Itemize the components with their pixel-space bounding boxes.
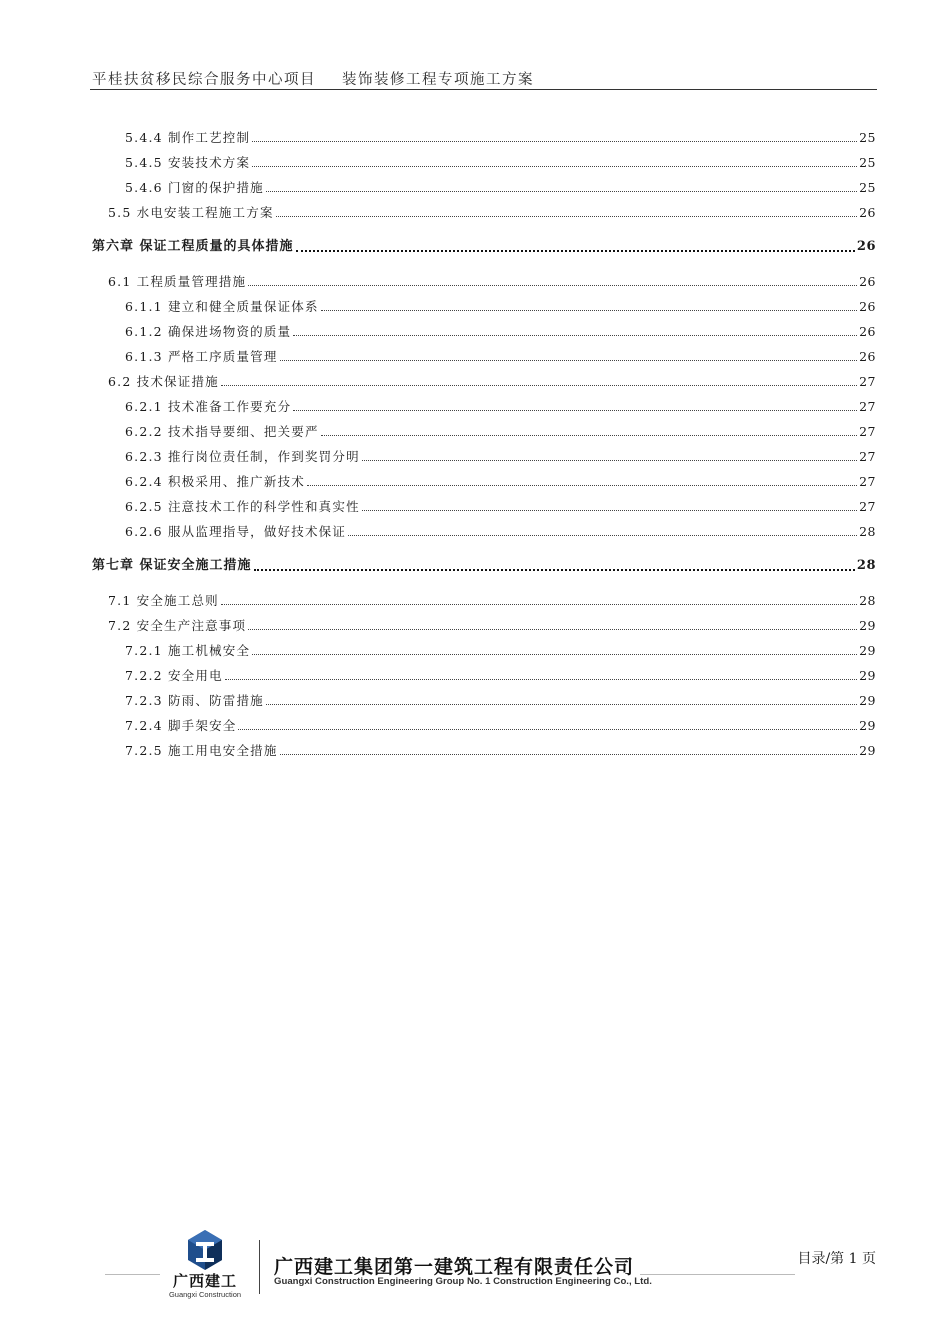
toc-entry[interactable] bbox=[125, 298, 876, 316]
toc-entry-page: 26 bbox=[859, 205, 876, 220]
toc-entry[interactable] bbox=[125, 323, 876, 341]
toc-entry-page: 27 bbox=[859, 424, 876, 439]
toc-entry[interactable] bbox=[125, 642, 876, 660]
toc-leader-dots bbox=[280, 742, 858, 755]
toc-entry[interactable] bbox=[125, 742, 876, 760]
toc-entry[interactable] bbox=[125, 667, 876, 685]
toc-leader-dots bbox=[321, 423, 857, 436]
toc-entry-page: 27 bbox=[859, 374, 876, 389]
toc-entry-label: 6.2.6 服从监理指导，做好技术保证 bbox=[125, 524, 347, 539]
toc-leader-dots bbox=[362, 448, 857, 461]
toc-entry[interactable] bbox=[125, 448, 876, 466]
toc-chapter-entry[interactable] bbox=[92, 238, 876, 256]
toc-entry-page: 29 bbox=[859, 668, 876, 683]
toc-leader-dots bbox=[252, 154, 857, 167]
toc-entry-page: 25 bbox=[859, 180, 876, 195]
toc-entry-label: 第七章 保证安全施工措施 bbox=[92, 558, 252, 573]
header-document-title: 装饰装修工程专项施工方案 bbox=[342, 72, 534, 88]
toc-entry-label: 7.2.5 施工用电安全措施 bbox=[125, 743, 278, 758]
toc-entry-page: 26 bbox=[859, 274, 876, 289]
footer-divider-right bbox=[640, 1274, 795, 1275]
toc-entry-label: 第六章 保证工程质量的具体措施 bbox=[92, 239, 294, 254]
toc-leader-dots bbox=[276, 204, 857, 217]
toc-leader-dots bbox=[254, 557, 855, 571]
toc-entry[interactable] bbox=[125, 692, 876, 710]
toc-entry[interactable] bbox=[108, 204, 876, 222]
toc-leader-dots bbox=[221, 592, 857, 605]
toc-entry-page: 29 bbox=[859, 618, 876, 633]
toc-entry-page: 28 bbox=[856, 558, 876, 573]
toc-entry[interactable] bbox=[125, 179, 876, 197]
toc-entry[interactable] bbox=[125, 423, 876, 441]
toc-entry-label: 6.2.5 注意技术工作的科学性和真实性 bbox=[125, 499, 360, 514]
toc-entry-label: 6.2.3 推行岗位责任制，作到奖罚分明 bbox=[125, 449, 360, 464]
toc-entry-label: 6.1.2 确保进场物资的质量 bbox=[125, 324, 292, 339]
footer-vertical-divider bbox=[259, 1240, 260, 1294]
toc-leader-dots bbox=[266, 692, 857, 705]
toc-entry-page: 28 bbox=[859, 524, 876, 539]
page-number: 目录/第 1 页 bbox=[797, 1251, 876, 1267]
footer-divider-left bbox=[105, 1274, 160, 1275]
toc-entry-label: 5.5 水电安装工程施工方案 bbox=[108, 205, 274, 220]
toc-entry-page: 27 bbox=[859, 449, 876, 464]
toc-leader-dots bbox=[248, 273, 857, 286]
company-name-chinese: 广西建工集团第一建筑工程有限责任公司 bbox=[274, 1256, 635, 1278]
toc-leader-dots bbox=[252, 642, 857, 655]
toc-leader-dots bbox=[248, 617, 857, 630]
toc-entry-label: 6.1.3 严格工序质量管理 bbox=[125, 349, 278, 364]
toc-entry-page: 26 bbox=[859, 349, 876, 364]
toc-entry[interactable] bbox=[125, 498, 876, 516]
toc-entry-page: 27 bbox=[859, 499, 876, 514]
toc-entry-label: 7.2.1 施工机械安全 bbox=[125, 643, 251, 658]
company-name-english: Guangxi Construction Engineering Group No. 1 Construction Engineering Co., Ltd. bbox=[274, 1276, 652, 1287]
toc-entry-page: 26 bbox=[856, 239, 876, 254]
toc-entry-label: 6.2 技术保证措施 bbox=[108, 374, 219, 389]
toc-leader-dots bbox=[225, 667, 857, 680]
toc-entry-label: 6.2.4 积极采用、推广新技术 bbox=[125, 474, 305, 489]
toc-leader-dots bbox=[252, 129, 857, 142]
toc-entry-page: 26 bbox=[859, 299, 876, 314]
toc-leader-dots bbox=[221, 373, 857, 386]
toc-entry[interactable] bbox=[108, 592, 876, 610]
toc-entry[interactable] bbox=[108, 617, 876, 635]
toc-entry[interactable] bbox=[108, 273, 876, 291]
toc-entry[interactable] bbox=[125, 129, 876, 147]
toc-entry-label: 6.2.2 技术指导要细、把关要严 bbox=[125, 424, 319, 439]
toc-leader-dots bbox=[362, 498, 857, 511]
toc-entry-page: 29 bbox=[859, 718, 876, 733]
toc-entry-page: 26 bbox=[859, 324, 876, 339]
toc-entry-page: 29 bbox=[859, 643, 876, 658]
toc-entry-page: 27 bbox=[859, 474, 876, 489]
toc-leader-dots bbox=[293, 323, 857, 336]
toc-entry-label: 6.1.1 建立和健全质量保证体系 bbox=[125, 299, 319, 314]
header-project-title: 平桂扶贫移民综合服务中心项目 bbox=[92, 72, 316, 88]
toc-entry-label: 7.2 安全生产注意事项 bbox=[108, 618, 247, 633]
logo-brand-subtext: Guangxi Construction bbox=[168, 1290, 242, 1299]
toc-entry[interactable] bbox=[125, 717, 876, 735]
toc-entry-label: 7.2.3 防雨、防雷措施 bbox=[125, 693, 264, 708]
toc-leader-dots bbox=[307, 473, 857, 486]
toc-leader-dots bbox=[280, 348, 858, 361]
toc-entry-label: 7.2.4 脚手架安全 bbox=[125, 718, 237, 733]
toc-entry-label: 6.1 工程质量管理措施 bbox=[108, 274, 247, 289]
toc-leader-dots bbox=[296, 238, 855, 252]
toc-entry[interactable] bbox=[125, 398, 876, 416]
toc-leader-dots bbox=[348, 523, 857, 536]
toc-entry-page: 28 bbox=[859, 593, 876, 608]
toc-entry-label: 5.4.4 制作工艺控制 bbox=[125, 130, 251, 145]
toc-entry-label: 7.1 安全施工总则 bbox=[108, 593, 219, 608]
toc-entry-page: 25 bbox=[859, 130, 876, 145]
toc-entry[interactable] bbox=[125, 348, 876, 366]
toc-entry-page: 27 bbox=[859, 399, 876, 414]
toc-entry-label: 5.4.6 门窗的保护措施 bbox=[125, 180, 264, 195]
toc-entry-label: 6.2.1 技术准备工作要充分 bbox=[125, 399, 292, 414]
toc-entry-page: 29 bbox=[859, 743, 876, 758]
toc-entry-label: 5.4.5 安装技术方案 bbox=[125, 155, 251, 170]
toc-entry-page: 29 bbox=[859, 693, 876, 708]
toc-entry-page: 25 bbox=[859, 155, 876, 170]
toc-entry[interactable] bbox=[125, 154, 876, 172]
toc-leader-dots bbox=[238, 717, 857, 730]
toc-leader-dots bbox=[293, 398, 857, 411]
toc-leader-dots bbox=[266, 179, 857, 192]
toc-chapter-entry[interactable] bbox=[92, 557, 876, 575]
logo-brand-text: 广西建工 bbox=[172, 1272, 237, 1290]
toc-entry[interactable] bbox=[125, 473, 876, 491]
toc-entry[interactable] bbox=[125, 523, 876, 541]
toc-leader-dots bbox=[321, 298, 857, 311]
toc-entry-label: 7.2.2 安全用电 bbox=[125, 668, 223, 683]
toc-entry[interactable] bbox=[108, 373, 876, 391]
